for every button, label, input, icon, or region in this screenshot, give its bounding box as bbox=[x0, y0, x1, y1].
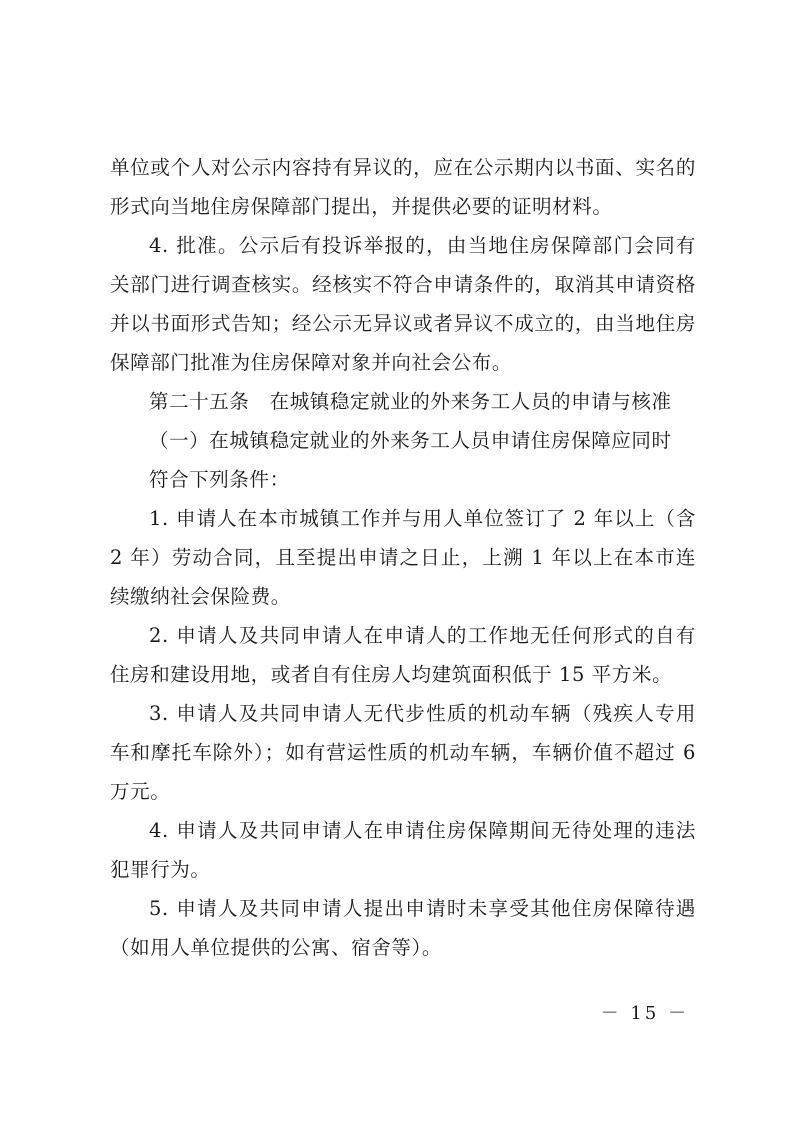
condition-item-3: 3. 申请人及共同申请人无代步性质的机动车辆（残疾人专用车和摩托车除外）；如有营运性质的机动车辆，车辆价值不超过 6 万元。 bbox=[110, 702, 696, 803]
body-text bbox=[110, 148, 696, 967]
condition-item-2: 2. 申请人及共同申请人在申请人的工作地无任何形式的自有住房和建设用地，或者自有住房人均建筑面积低于 15 平方米。 bbox=[110, 624, 696, 686]
condition-item-4: 4. 申请人及共同申请人在申请住房保障期间无待处理的违法犯罪行为。 bbox=[110, 819, 696, 881]
article-heading: 第二十五条 在城镇稳定就业的外来务工人员的申请与核准 bbox=[149, 390, 672, 413]
condition-item-5: 5. 申请人及共同申请人提出申请时未享受其他住房保障待遇（如用人单位提供的公寓、宿舍等）。 bbox=[110, 897, 696, 959]
page-number: － 15 － bbox=[600, 1003, 689, 1024]
paragraph-approval: 4. 批准。公示后有投诉举报的，由当地住房保障部门会同有关部门进行调查核实。经核实不符合申请条件的，取消其申请资格并以书面形式告知；经公示无异议或者异议不成立的，由当地住房保障部门批准为住房保障对象并向社会公布。 bbox=[110, 234, 696, 374]
section-heading: （一）在城镇稳定就业的外来务工人员申请住房保障应同时 bbox=[149, 429, 672, 452]
section-heading-continued: 符合下列条件： bbox=[149, 468, 290, 491]
condition-item-1: 1. 申请人在本市城镇工作并与用人单位签订了 2 年以上（含 2 年）劳动合同，且至提出申请之日止，上溯 1 年以上在本市连续缴纳社会保险费。 bbox=[110, 507, 696, 608]
paragraph-objection: 单位或个人对公示内容持有异议的，应在公示期内以书面、实名的形式向当地住房保障部门提出，并提供必要的证明材料。 bbox=[110, 156, 696, 218]
